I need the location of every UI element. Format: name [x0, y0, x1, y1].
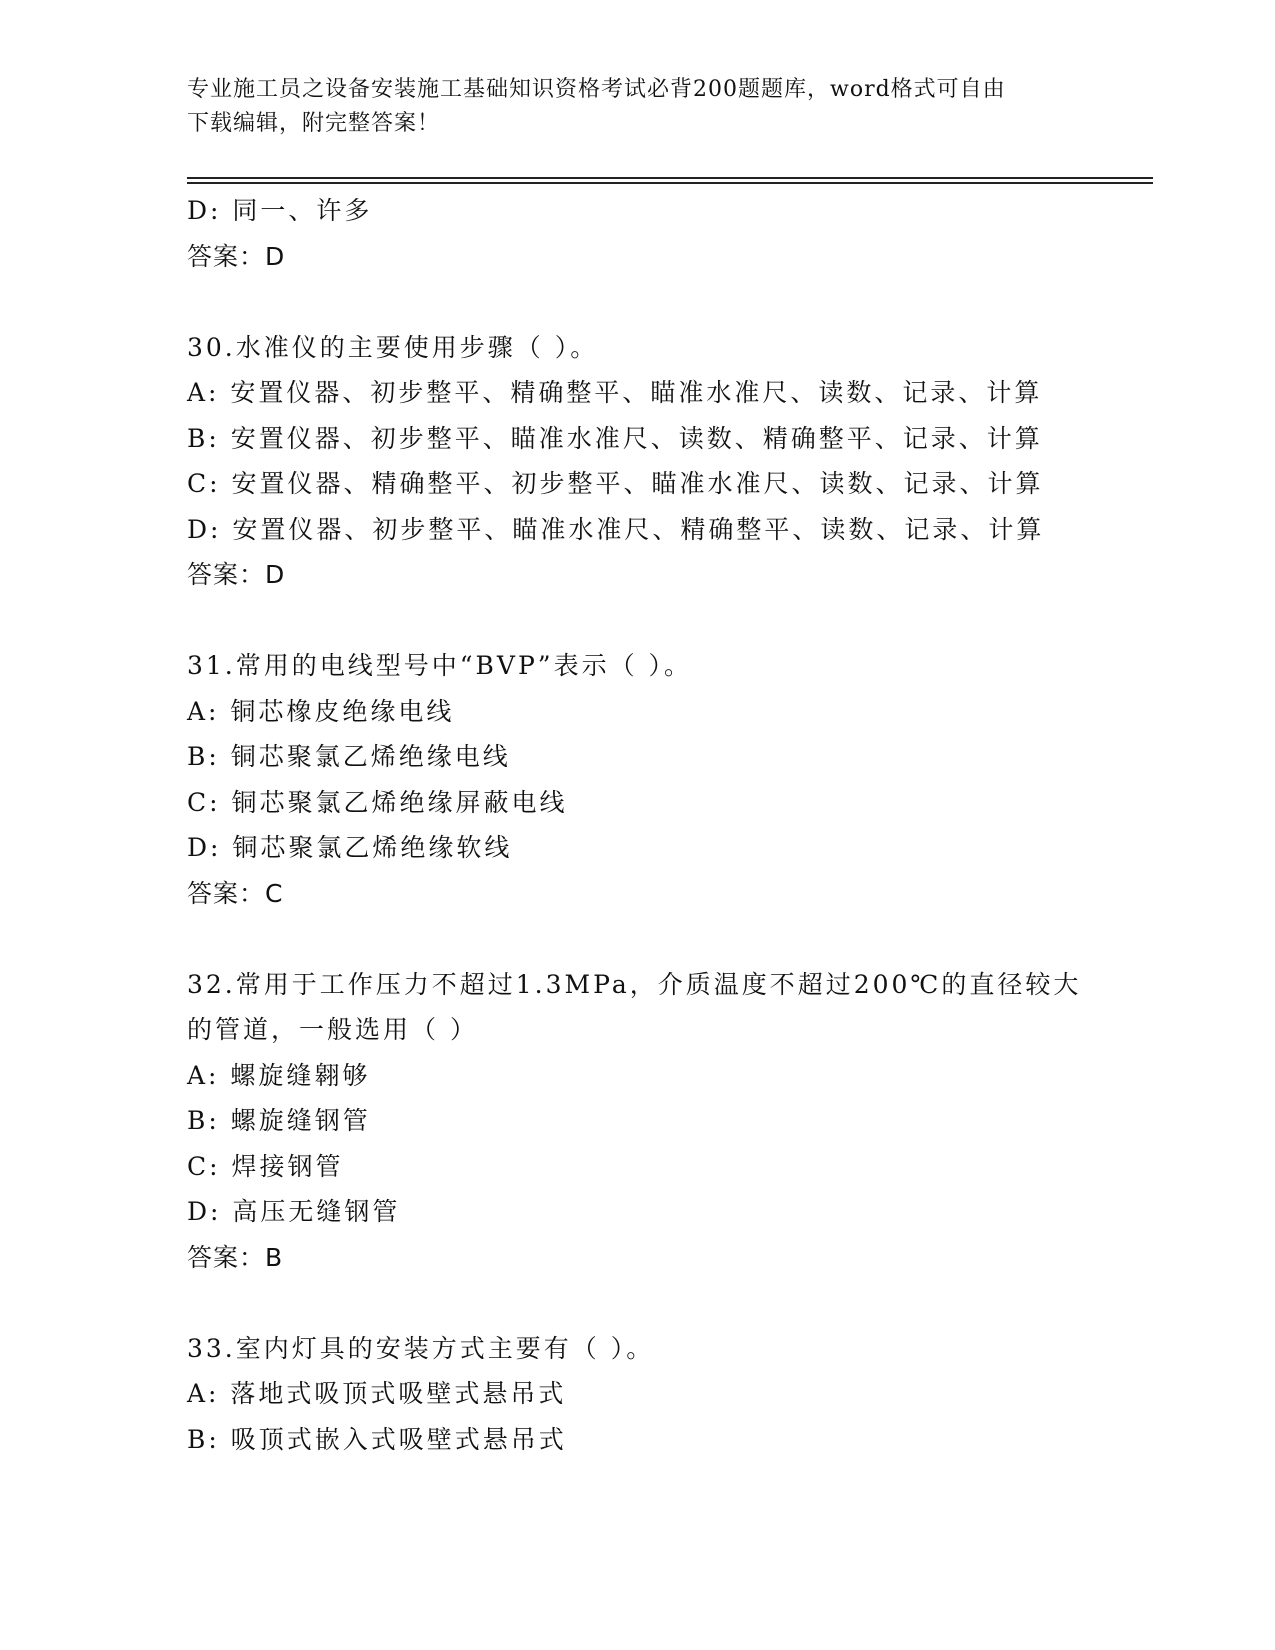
- spacer: [187, 916, 1087, 962]
- spacer: [187, 1280, 1087, 1326]
- option-d: D: 高压无缝钢管: [187, 1197, 401, 1226]
- question-stem: 30.水准仪的主要使用步骤（ ）。: [187, 332, 599, 362]
- header-line-2: 下载编辑，附完整答案！: [187, 111, 441, 136]
- question-30: [187, 325, 1087, 598]
- question-stem: 33.室内灯具的安装方式主要有（ ）。: [187, 1333, 655, 1363]
- answer: 答案：D: [187, 241, 286, 271]
- spacer: [187, 279, 1087, 325]
- option-d: D: 同一、许多: [187, 196, 373, 225]
- option-b: B: 安置仪器、初步整平、瞄准水准尺、读数、精确整平、记录、计算: [187, 423, 1043, 453]
- question-31: [187, 643, 1087, 916]
- answer: 答案：B: [187, 1242, 284, 1272]
- option-c: C: 安置仪器、精确整平、初步整平、瞄准水准尺、读数、记录、计算: [187, 469, 1044, 498]
- question-stem-line-2: 的管道，一般选用（ ）: [187, 1015, 478, 1044]
- option-d: D: 安置仪器、初步整平、瞄准水准尺、精确整平、读数、记录、计算: [187, 514, 1045, 544]
- header-rule-top: [187, 177, 1153, 179]
- header-rule-bottom: [187, 182, 1153, 184]
- answer: 答案：C: [187, 878, 284, 908]
- option-b: B: 螺旋缝钢管: [187, 1106, 371, 1135]
- option-b: B: 铜芯聚氯乙烯绝缘电线: [187, 742, 511, 771]
- option-a: A: 安置仪器、初步整平、精确整平、瞄准水准尺、读数、记录、计算: [187, 378, 1043, 407]
- answer: 答案：D: [187, 560, 286, 589]
- question-33: [187, 1326, 1087, 1463]
- option-d: D: 铜芯聚氯乙烯绝缘软线: [187, 833, 513, 862]
- option-a: A: 落地式吸顶式吸壁式悬吊式: [187, 1379, 567, 1408]
- spacer: [187, 598, 1087, 644]
- question-32: [187, 962, 1087, 1281]
- option-c: C: 焊接钢管: [187, 1151, 344, 1181]
- option-a: A: 铜芯橡皮绝缘电线: [187, 696, 455, 726]
- question-stem-line-1: 32.常用于工作压力不超过1.3MPa，介质温度不超过200℃的直径较大: [187, 969, 1082, 999]
- question-stem: 31.常用的电线型号中“BVP”表示（ ）。: [187, 651, 693, 680]
- option-a: A: 螺旋缝翱够: [187, 1060, 371, 1090]
- option-c: C: 铜芯聚氯乙烯绝缘屏蔽电线: [187, 787, 568, 817]
- document-header: [187, 73, 1067, 141]
- question-list: [187, 188, 1087, 1462]
- header-line-1: 专业施工员之设备安装施工基础知识资格考试必背200题题库，word格式可自由: [187, 77, 1006, 102]
- option-b: B: 吸顶式嵌入式吸壁式悬吊式: [187, 1424, 567, 1454]
